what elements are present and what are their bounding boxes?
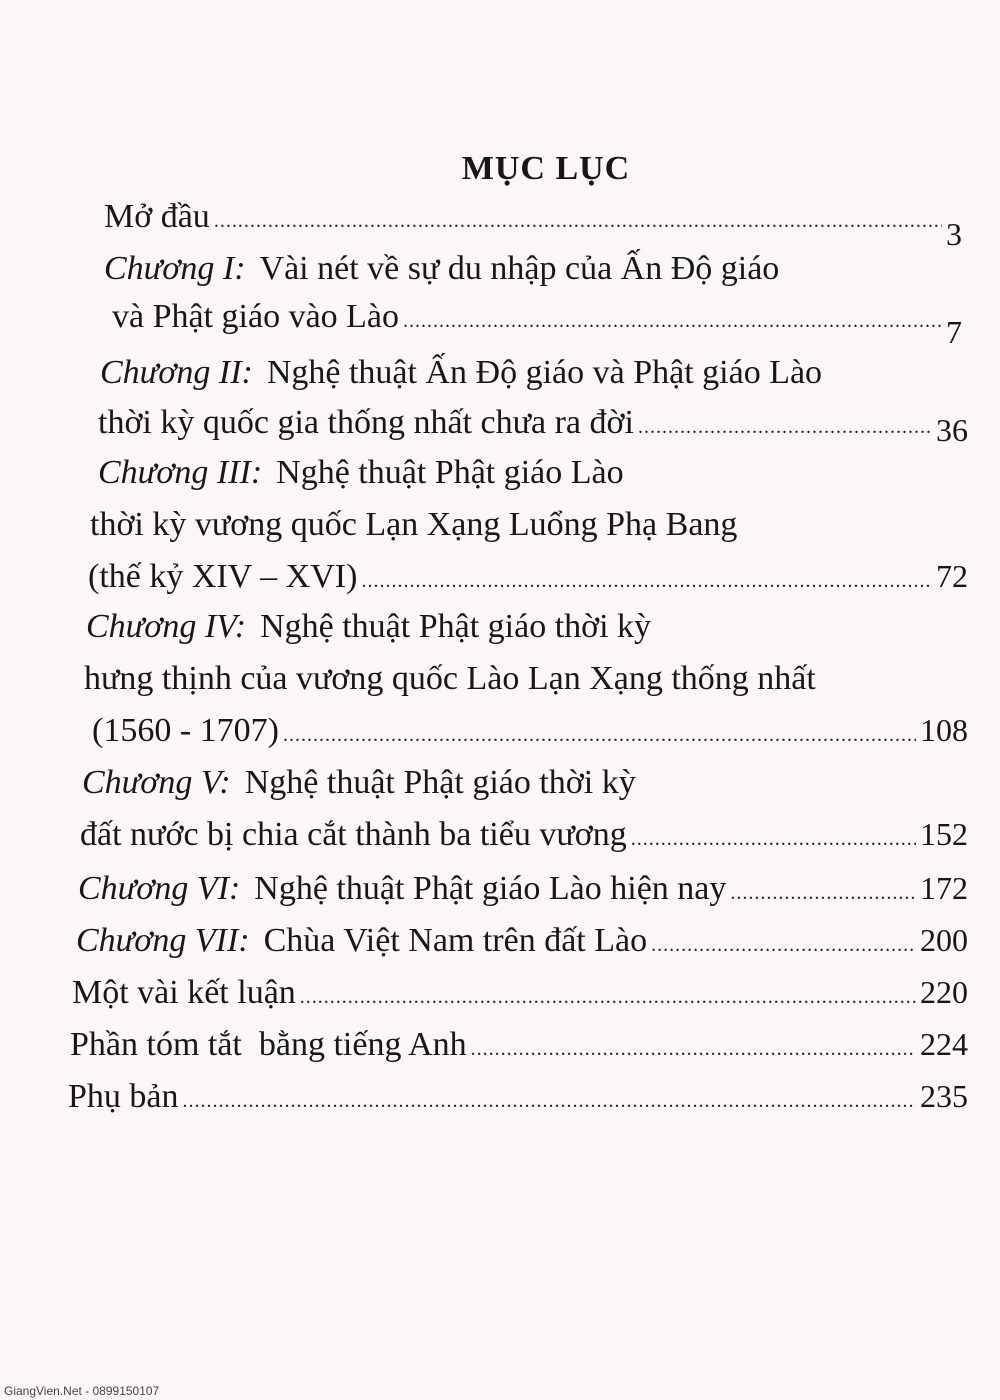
dot-leader xyxy=(361,571,932,591)
toc-entry-text: Nghệ thuật Ấn Độ giáo và Phật giáo Lào xyxy=(266,354,823,391)
toc-entry-text: Chùa Việt Nam trên đất Lào xyxy=(263,922,648,959)
toc-entry-text: đất nước bị chia cắt thành ba tiểu vương xyxy=(80,816,627,853)
toc-entry-text: Phần tóm tắt bằng tiếng Anh xyxy=(70,1026,467,1063)
toc-page-number: 108 xyxy=(920,712,968,748)
toc-entry-text: và Phật giáo vào Lào xyxy=(112,298,400,335)
toc-entry-text: Phụ bản xyxy=(68,1078,179,1115)
toc-entry-chapter-4-line-3 xyxy=(92,714,968,748)
chapter-label: Chương V: xyxy=(82,764,231,801)
toc-entry-chapter-3-line-3 xyxy=(88,560,968,594)
toc-entry-english-summary xyxy=(70,1028,968,1062)
toc-entry-text: Mở đầu xyxy=(104,198,210,235)
toc-entry-text: thời kỳ quốc gia thống nhất chưa ra đời xyxy=(98,404,634,441)
toc-entry-chapter-2-line-1 xyxy=(100,356,822,390)
dot-leader xyxy=(183,1091,917,1111)
toc-entry-text: Nghệ thuật Phật giáo thời kỳ xyxy=(260,608,652,645)
dot-leader xyxy=(631,829,916,849)
toc-page-number: 235 xyxy=(920,1078,968,1114)
dot-leader xyxy=(214,211,942,231)
toc-entry-appendix xyxy=(68,1080,968,1114)
toc-page-number: 7 xyxy=(946,314,962,350)
toc-entry-text: Một vài kết luận xyxy=(72,974,296,1011)
toc-entry-conclusion xyxy=(72,976,968,1010)
dot-leader xyxy=(638,417,932,437)
toc-entry-text: Nghệ thuật Phật giáo thời kỳ xyxy=(244,764,636,801)
toc-entry-chapter-1-line-1 xyxy=(104,252,779,286)
toc-page-number: 152 xyxy=(920,816,968,852)
toc-page-number: 172 xyxy=(920,870,968,906)
toc-entry-chapter-5-line-1 xyxy=(82,766,636,800)
toc-entry-text: (1560 - 1707) xyxy=(92,712,279,749)
toc-page-number: 200 xyxy=(920,922,968,958)
toc-entry-chapter-1-line-2 xyxy=(112,298,962,350)
chapter-label: Chương I: xyxy=(104,250,246,287)
toc-entry-text: Nghệ thuật Phật giáo Lào xyxy=(276,454,624,491)
page-title: MỤC LỤC xyxy=(461,150,631,187)
dot-leader xyxy=(403,311,942,331)
toc-entry-chapter-5-line-2 xyxy=(80,818,968,852)
dot-leader xyxy=(730,883,916,903)
chapter-label: Chương VII: xyxy=(76,922,250,959)
toc-entry-chapter-3-line-1 xyxy=(98,456,624,490)
chapter-label: Chương II: xyxy=(100,354,253,391)
dot-leader xyxy=(283,725,916,745)
toc-entry-text: Nghệ thuật Phật giáo Lào hiện nay xyxy=(254,870,727,907)
toc-page-number: 3 xyxy=(946,216,962,252)
toc-entry-chapter-7 xyxy=(76,924,968,958)
toc-page-number: 36 xyxy=(936,412,968,448)
toc-entry-chapter-4-line-2 xyxy=(84,662,816,696)
toc-entry-chapter-3-line-2 xyxy=(90,508,737,542)
toc-page-number: 224 xyxy=(920,1026,968,1062)
chapter-label: Chương VI: xyxy=(78,870,241,907)
dot-leader xyxy=(471,1039,916,1059)
chapter-label: Chương IV: xyxy=(86,608,247,645)
toc-entry-chapter-6 xyxy=(78,872,968,906)
footer-watermark: GiangVien.Net - 0899150107 xyxy=(4,1384,160,1398)
toc-page-number: 72 xyxy=(936,558,968,594)
toc-entry-chapter-2-line-2 xyxy=(98,404,968,448)
dot-leader xyxy=(651,935,916,955)
toc-entry-intro xyxy=(104,198,962,252)
toc-entry-chapter-4-line-1 xyxy=(86,610,651,644)
toc-entry-text: Vài nét về sự du nhập của Ấn Độ giáo xyxy=(259,250,780,287)
toc-page-number: 220 xyxy=(920,974,968,1010)
toc-entry-text: (thế kỷ XIV – XVI) xyxy=(88,558,358,595)
chapter-label: Chương III: xyxy=(98,454,263,491)
toc-entry-text: thời kỳ vương quốc Lạn Xạng Luổng Phạ Bang xyxy=(90,506,738,543)
dot-leader xyxy=(300,987,916,1007)
toc-entry-text: hưng thịnh của vương quốc Lào Lạn Xạng thống nhất xyxy=(84,660,816,697)
